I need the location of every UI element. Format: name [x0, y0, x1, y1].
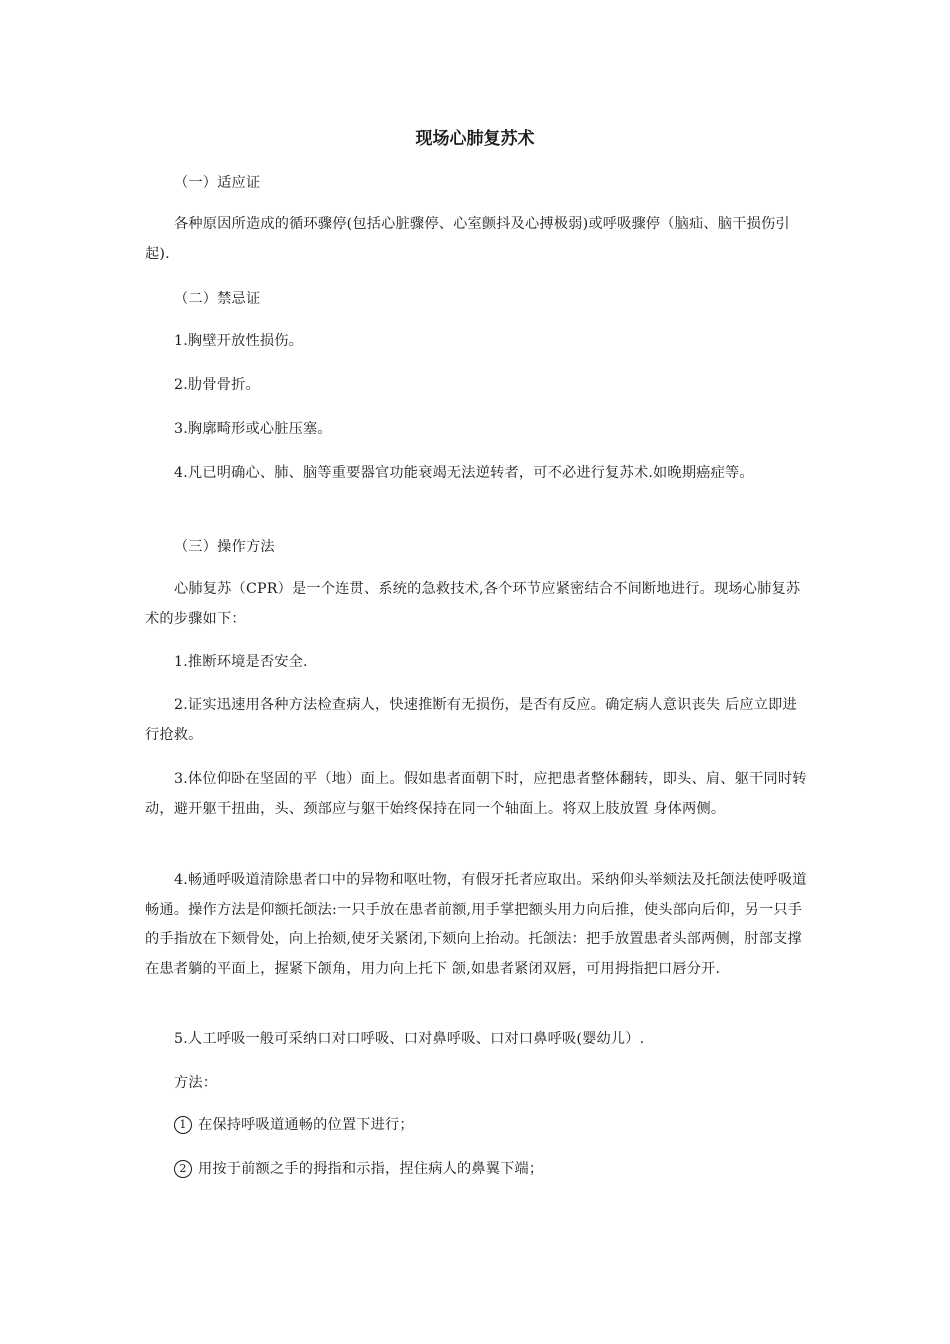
section-heading-procedure: （三）操作方法: [174, 539, 275, 555]
method-item: [145, 1111, 810, 1141]
method-item-text: 用按于前额之手的拇指和示指，捏住病人的鼻翼下端；: [198, 1161, 544, 1177]
contraindication-item: 1.胸壁开放性损伤。: [174, 333, 304, 349]
contraindication-item: 4.凡已明确心、肺、脑等重要器官功能衰竭无法逆转者，可不必进行复苏术.如晚期癌症等。: [174, 465, 754, 481]
procedure-step: 5.人工呼吸一般可采纳口对口呼吸、口对鼻呼吸、口对口鼻呼吸(婴幼儿）.: [174, 1031, 645, 1047]
procedure-step: 2.证实迅速用各种方法检查病人，快速推断有无损伤，是否有反应。确定病人意识丧失 后应立即进行抢救。: [145, 697, 797, 743]
section-heading-indications: （一）适应证: [174, 175, 261, 191]
procedure-step: 4.畅通呼吸道清除患者口中的异物和呕吐物，有假牙托者应取出。采纳仰头举颏法及托颌法使呼吸道畅通。操作方法是仰额托颌法:一只手放在患者前额,用手掌把额头用力向后推，使头部向后仰，另一只手的手指放在下颏骨处，向上抬颏,使牙关紧闭,下颏向上抬动。托颌法：把手放置患者头部两侧，肘部支撑在患者躺的平面上，握紧下颌角，用力向上托下 颌,如患者紧闭双唇，可用拇指把口唇分开.: [145, 872, 807, 977]
method-label: 方法：: [174, 1075, 218, 1091]
circled-number-marker: 2: [174, 1160, 192, 1178]
page-title: 现场心肺复苏术: [415, 129, 535, 149]
contraindication-item: 3.胸廓畸形或心脏压塞。: [174, 421, 332, 437]
method-item: [145, 1155, 810, 1185]
contraindication-item: 2.肋骨骨折。: [174, 377, 260, 393]
section-heading-contraindications: （二）禁忌证: [174, 291, 261, 307]
method-item-text: 在保持呼吸道通畅的位置下进行；: [198, 1117, 414, 1133]
indications-text: 各种原因所造成的循环骤停(包括心脏骤停、心室颤抖及心搏极弱)或呼吸骤停（脑疝、脑干损伤引起).: [145, 216, 790, 262]
procedure-intro: 心肺复苏（CPR）是一个连贯、系统的急救技术,各个环节应紧密结合不间断地进行。现场心肺复苏术的步骤如下：: [145, 581, 801, 627]
circled-number-marker: 1: [174, 1116, 192, 1134]
procedure-step: 1.推断环境是否安全.: [174, 654, 308, 670]
procedure-step: 3.体位仰卧在坚固的平（地）面上。假如患者面朝下时，应把患者整体翻转，即头、肩、躯干同时转动，避开躯干扭曲，头、颈部应与躯干始终保持在同一个轴面上。将双上肢放置 身体两侧。: [145, 771, 807, 817]
